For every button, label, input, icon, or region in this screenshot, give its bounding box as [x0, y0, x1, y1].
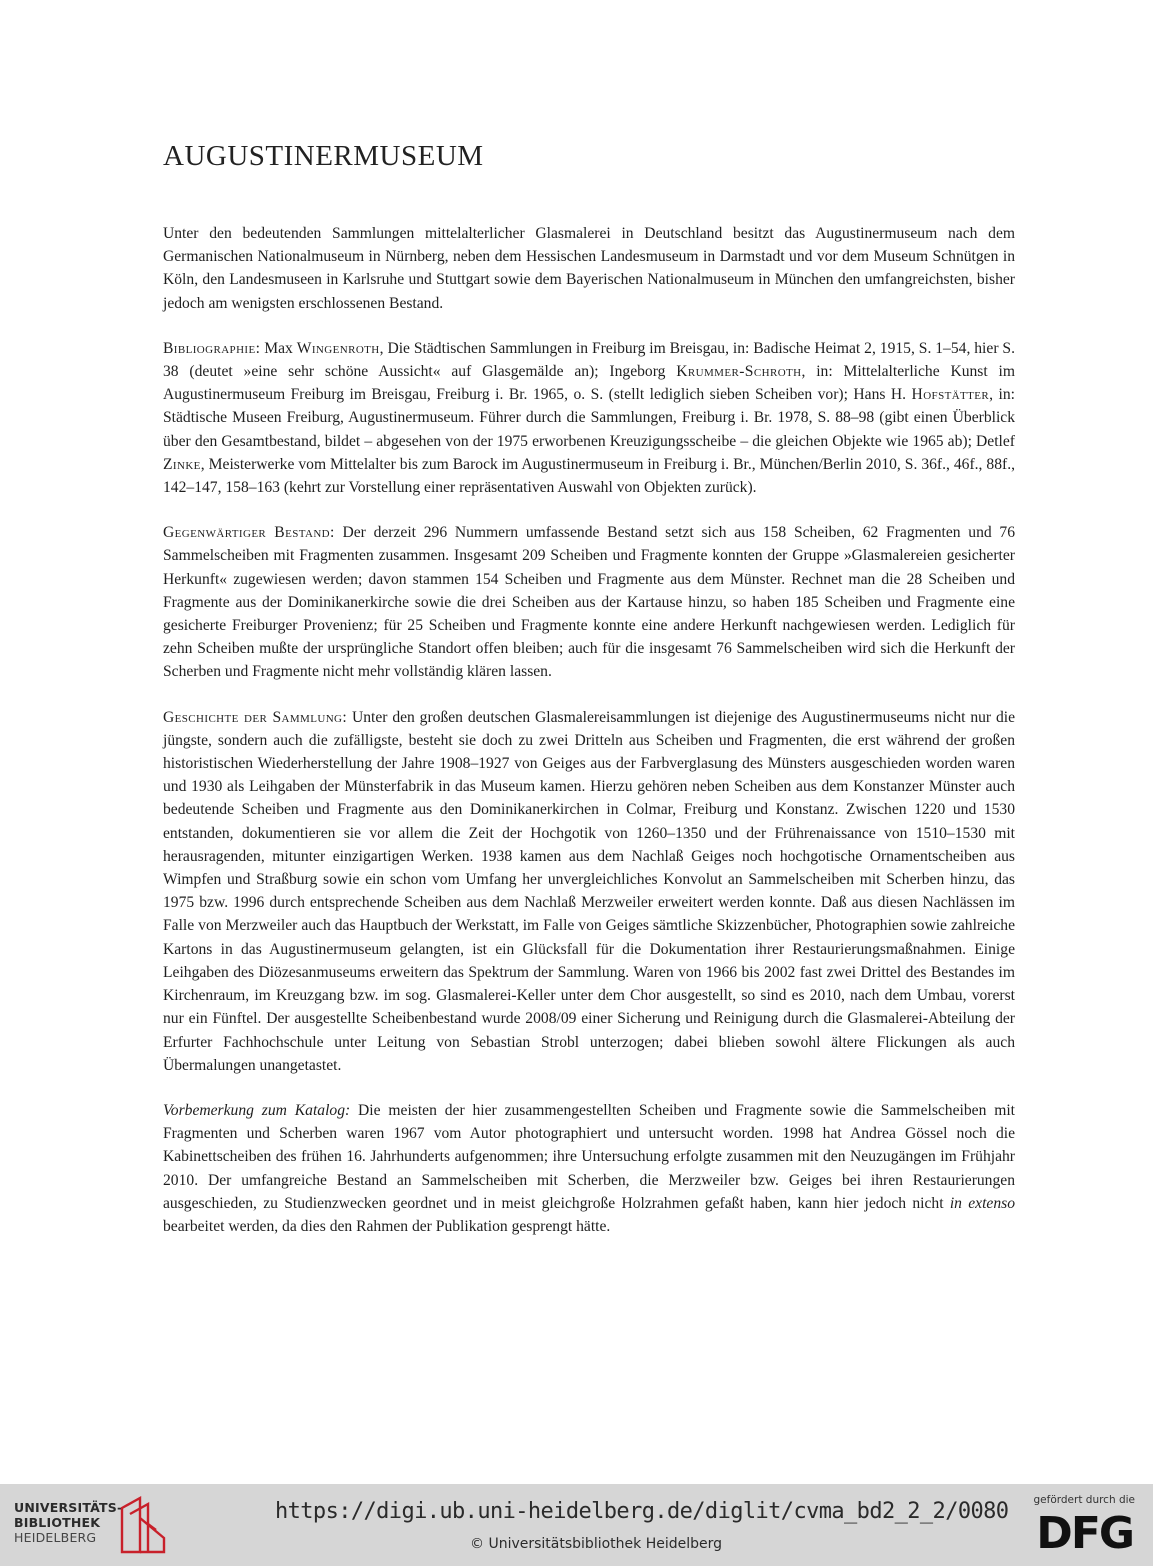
author-name: Hofstätter [911, 386, 990, 404]
library-logo[interactable] [14, 1494, 174, 1558]
bibliography-text: , Meisterwerke vom Mittelalter bis zum Barock im Augustinermuseum in Freiburg i. Br., München/Berlin 2010, S. 36f., 46f., 88f., 142–147, 158–163 (kehrt zur Vorstellung einer repräsentativen Auswahl von Objekten zurück). [163, 455, 1015, 497]
bibliography-paragraph [163, 337, 1015, 499]
library-name-line: UNIVERSITÄTS- [14, 1500, 123, 1515]
history-paragraph [163, 706, 1015, 1077]
dfg-wordmark: DFG [1036, 1508, 1133, 1552]
bibliography-text: , in: Städtische Museen Freiburg, Augustinermuseum. Führer durch die Sammlungen, Freiburg i. Br. 1978, S. 88–98 (gibt einen Überblick über den Gesamtbestand, bildet – abgesehen von der 1975 erworbenen Kreuzigungsscheibe – die gleichen Objekte wie 1965 ab); Detlef [163, 386, 1015, 450]
bibliography-text: , in: Mittelalterliche Kunst im Augustinermuseum Freiburg im Breisgau, Freiburg i. Br. 1965, o. S. (stellt lediglich sieben Scheiben vor); Hans H. [163, 363, 1015, 404]
footer-bar [0, 1484, 1153, 1566]
preface-text: Die meisten der hier zusammengestellten Scheiben und Fragmente sowie die Sammelscheiben mit Fragmenten und Scherben waren 1967 vom Autor photographiert und untersucht worden. 1998 hat Andrea Gössel noch die Kabinettscheiben des frühen 16. Jahrhunderts aufgenommen; ihre Untersuchung erfolgte zusammen mit den Neuzugängen im Frühjahr 2010. Der umfangreiche Bestand an Sammelscheiben mit Scherben, die Merzweiler bzw. Geiges bei ihren Restaurierungen ausgeschieden, zu Studienzwecken geordnet und in meist gleichgroße Holzrahmen gefaßt haben, kann hier jedoch nicht [163, 1101, 1016, 1212]
library-name [14, 1500, 122, 1545]
dfg-wordmark-icon [1019, 1508, 1135, 1552]
preface-paragraph [163, 1099, 1015, 1238]
author-name: Wingenroth [296, 339, 380, 357]
preface-label: Vorbemerkung zum Katalog: [163, 1101, 351, 1119]
copyright-notice: © Universitätsbibliothek Heidelberg [470, 1536, 723, 1552]
dfg-caption: gefördert durch die [1033, 1494, 1135, 1506]
author-name: Zinke [163, 455, 201, 473]
body-text [163, 222, 1015, 1260]
intro-paragraph: Unter den bedeutenden Sammlungen mittelalterlicher Glasmalerei in Deutschland besitzt das Augustinermuseum nach dem Germanischen Nationalmuseum in Nürnberg, neben dem Hessischen Landesmuseum in Darmstadt und vor dem Museum Schnütgen in Köln, den Landesmuseen in Karlsruhe und Stuttgart sowie dem Bayerischen Nationalmuseum in München den umfangreichsten, bisher jedoch am wenigsten erschlossenen Bestand. [163, 225, 1015, 312]
bibliography-label: Bibliographie: [163, 339, 261, 357]
bibliography-text: , Die Städtischen Sammlungen in Freiburg im Breisgau, in: Badische Heimat 2, 1915, S. 1–54, hier S. 38 (deutet »eine sehr schöne Aussicht« auf Glasgemälde an); Ingeborg [163, 339, 1015, 381]
bibliography-text: Max [260, 339, 297, 357]
document-url-link[interactable]: https://digi.ub.uni-heidelberg.de/diglit/cvma_bd2_2_2/0080 [275, 1499, 1009, 1524]
preface-text: bearbeitet werden, da dies den Rahmen der Publikation gesprengt hätte. [163, 1217, 611, 1235]
author-name: Krummer-Schroth [676, 363, 802, 381]
library-name-line: HEIDELBERG [14, 1530, 97, 1545]
history-text: Unter den großen deutschen Glasmalereisammlungen ist diejenige des Augustinermuseums nicht nur die jüngste, sondern auch die zufälligste, besteht sie doch zu zwei Dritteln aus Scheiben und Fragmenten, die erst während der großen historistischen Wiederherstellung der Jahre 1908–1927 von Geiges aus der Farbverglasung des Münsters ausgeschieden worden waren und 1930 als Leihgaben der Münsterfabrik in das Museum kamen. Hierzu gehören neben Scheiben aus dem Konstanzer Münster auch bedeutende Scheiben und Fragmente aus den Dominikanerkirchen in Colmar, Freiburg und Konstanz. Zwischen 1220 und 1530 entstanden, dokumentieren sie vor allem die Zeit der Hochgotik von 1260–1350 und der Frührenaissance von 1510–1530 mit herausragenden, mitunter einzigartigen Werken. 1938 kamen aus dem Nachlaß Geiges noch hochgotische Ornamentscheiben aus Wimpfen und Straßburg sowie ein schon vom Umfang her unvergleichliches Konvolut an Sammelscheiben mit Scherben hinzu, das 1975 bzw. 1996 durch entsprechende Scheiben aus dem Nachlaß Merzweiler erweitert werden konnte. Daß aus diesen Nachlässen im Falle von Merzweiler auch das Hauptbuch der Werkstatt, im Falle von Geiges sämtliche Skizzenbücher, Photographien sowie zahlreiche Kartons in das Augustinermuseum gelangten, ist ein Glücksfall für die Dokumentation ihrer Restaurierungsmaßnahmen. Einige Leihgaben des Diözesanmuseums erweitern das Spektrum der Sammlung. Waren von 1966 bis 2002 fast zwei Drittel des Bestandes im Kirchenraum, im Kreuzgang bzw. im sog. Glasmalerei-Keller unter dem Chor ausgestellt, so sind es 2010, nach dem Umbau, vorerst nur ein Fünftel. Der ausgestellte Scheibenbestand wurde 2008/09 einer Sicherung und Reinigung durch die Glasmalerei-Abteilung der Erfurter Fachhochschule unter Leitung von Sebastian Strobl unterzogen; dabei blieben sowohl ältere Flickungen als auch Übermalungen unangetastet. [163, 708, 1015, 1074]
current-holdings-label: Gegenwärtiger Bestand: [163, 524, 335, 542]
library-emblem-icon [118, 1494, 170, 1556]
preface-emphasis: in extenso [949, 1194, 1015, 1212]
history-label: Geschichte der Sammlung: [163, 708, 348, 726]
library-name-line: BIBLIOTHEK [14, 1515, 101, 1530]
current-holdings-text: Der derzeit 296 Nummern umfassende Bestand setzt sich aus 158 Scheiben, 62 Fragmenten und 76 Sammelscheiben mit Fragmenten zusammen. Insgesamt 209 Scheiben und Fragmente konnten der Gruppe »Glasmalereien gesicherter Herkunft« zugewiesen werden; davon stammen 154 Scheiben und Fragmente aus dem Münster. Rechnet man die 28 Scheiben und Fragmente aus der Dominikanerkirche sowie die drei Scheiben aus der Kartause hinzu, so haben 185 Scheiben und Fragmente eine gesicherte Freiburger Provenienz; für 25 Scheiben und Fragmente konnte eine andere Herkunft nachgewiesen werden. Lediglich für zehn Scheiben mußte der ursprüngliche Standort offen bleiben; auch für die insgesamt 76 Sammelscheiben wird sich die Herkunft der Scherben und Fragmente nicht mehr vollständig klären lassen. [163, 524, 1015, 681]
dfg-logo[interactable] [1019, 1494, 1135, 1560]
current-holdings-paragraph [163, 521, 1015, 683]
page-title: AUGUSTINERMUSEUM [163, 140, 484, 172]
